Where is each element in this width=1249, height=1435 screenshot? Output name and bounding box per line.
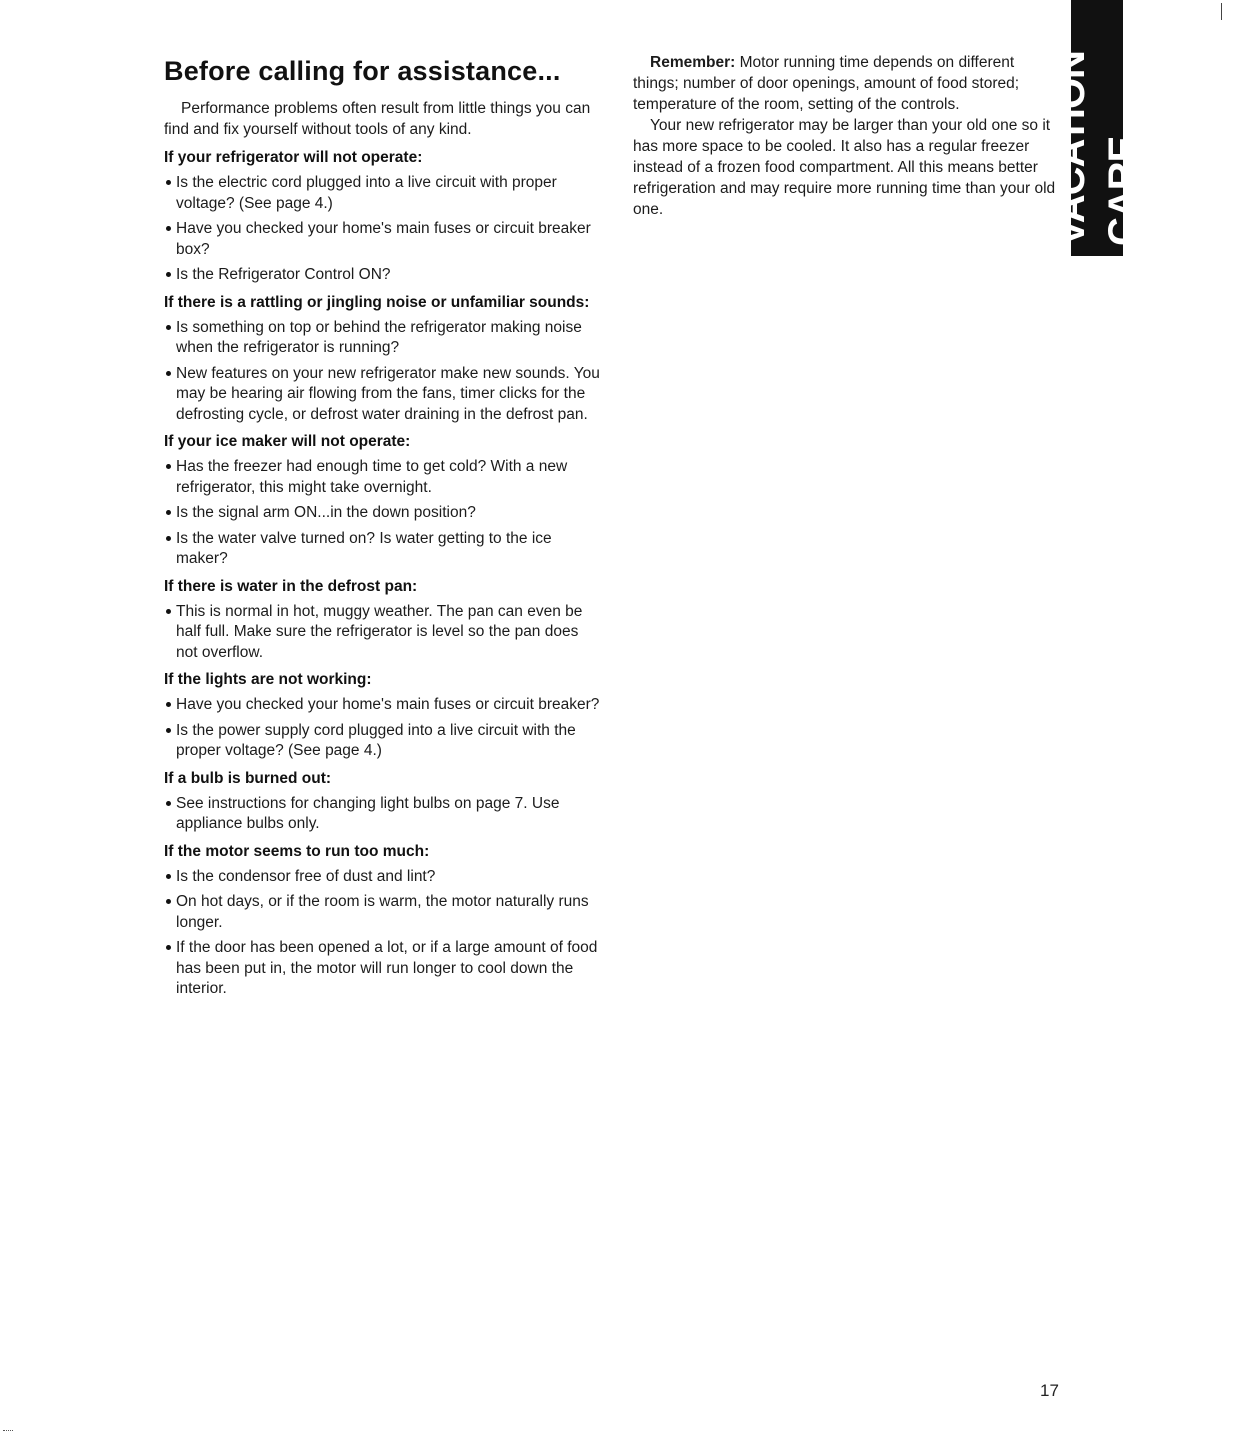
- bullet-list: [164, 602, 604, 664]
- section-heading: If there is water in the defrost pan:: [164, 577, 418, 595]
- section-heading: If your refrigerator will not operate:: [164, 149, 423, 166]
- left-column: [164, 54, 604, 1005]
- section-noise: [164, 292, 604, 426]
- section-lights: [164, 669, 604, 762]
- list-item: Have you checked your home's main fuses or circuit breaker box?: [164, 219, 604, 260]
- section-heading: If there is a rattling or jingling noise or unfamiliar sounds:: [164, 293, 590, 311]
- remember-text: Motor running time depends on different things; number of door openings, amount of food stored; temperature of the room, setting of the controls.: [633, 54, 1020, 113]
- corner-mark: [3, 1430, 13, 1432]
- page-number: 17: [1040, 1381, 1059, 1400]
- list-item: Has the freezer had enough time to get cold? With a new refrigerator, this might take overnight.: [164, 457, 604, 498]
- list-item: Is the Refrigerator Control ON?: [164, 265, 604, 286]
- list-item: Is the electric cord plugged into a live circuit with proper voltage? (See page 4.): [164, 173, 604, 214]
- list-item: This is normal in hot, muggy weather. The pan can even be half full. Make sure the refrigerator is level so the pan does not overflow.: [164, 602, 604, 664]
- bullet-list: [164, 318, 604, 426]
- section-heading: If the lights are not working:: [164, 671, 372, 688]
- section-heading: If the motor seems to run too much:: [164, 842, 430, 860]
- list-item: Is the signal arm ON...in the down position?: [164, 503, 604, 524]
- note-paragraph: Your new refrigerator may be larger than your old one so it has more space to be cooled. It also has a regular freezer instead of a frozen food compartment. All this means better refrigeration and may require more running time than your old one.: [633, 117, 1056, 218]
- list-item: Have you checked your home's main fuses or circuit breaker?: [164, 695, 604, 716]
- remember-label: Remember:: [650, 54, 736, 71]
- list-item: Is something on top or behind the refrigerator making noise when the refrigerator is running?: [164, 318, 604, 359]
- section-motor: [164, 841, 604, 1000]
- intro-paragraph: Performance problems often result from little things you can find and fix yourself without tools of any kind.: [164, 100, 591, 138]
- right-column: [633, 52, 1063, 220]
- section-not-operate: [164, 147, 604, 286]
- section-heading: If a bulb is burned out:: [164, 769, 332, 787]
- bullet-list: [164, 173, 604, 286]
- remember-note: [633, 52, 1063, 115]
- list-item: New features on your new refrigerator make new sounds. You may be hearing air flowing from the fans, timer clicks for the defrosting cycle, or defrost water draining in the defrost pan.: [164, 364, 604, 426]
- list-item: See instructions for changing light bulbs on page 7. Use appliance bulbs only.: [164, 794, 604, 835]
- section-ice-maker: [164, 431, 604, 570]
- list-item: Is the power supply cord plugged into a live circuit with the proper voltage? (See page 4.): [164, 721, 604, 762]
- bullet-list: [164, 457, 604, 570]
- list-item: Is the water valve turned on? Is water getting to the ice maker?: [164, 529, 604, 570]
- section-heading: If your ice maker will not operate:: [164, 433, 411, 450]
- page-title: Before calling for assistance...: [164, 56, 561, 86]
- section-bulb: [164, 768, 604, 835]
- section-defrost-pan: [164, 576, 604, 664]
- edge-mark: [1221, 3, 1222, 20]
- list-item: If the door has been opened a lot, or if a large amount of food has been put in, the motor will run longer to cool down the interior.: [164, 938, 604, 1000]
- bullet-list: [164, 695, 604, 762]
- bullet-list: [164, 867, 604, 1000]
- list-item: Is the condensor free of dust and lint?: [164, 867, 604, 888]
- list-item: On hot days, or if the room is warm, the motor naturally runs longer.: [164, 892, 604, 933]
- section-tab: [1049, 0, 1145, 256]
- bullet-list: [164, 794, 604, 835]
- section-tab-label: VACATION CARE: [1049, 51, 1145, 246]
